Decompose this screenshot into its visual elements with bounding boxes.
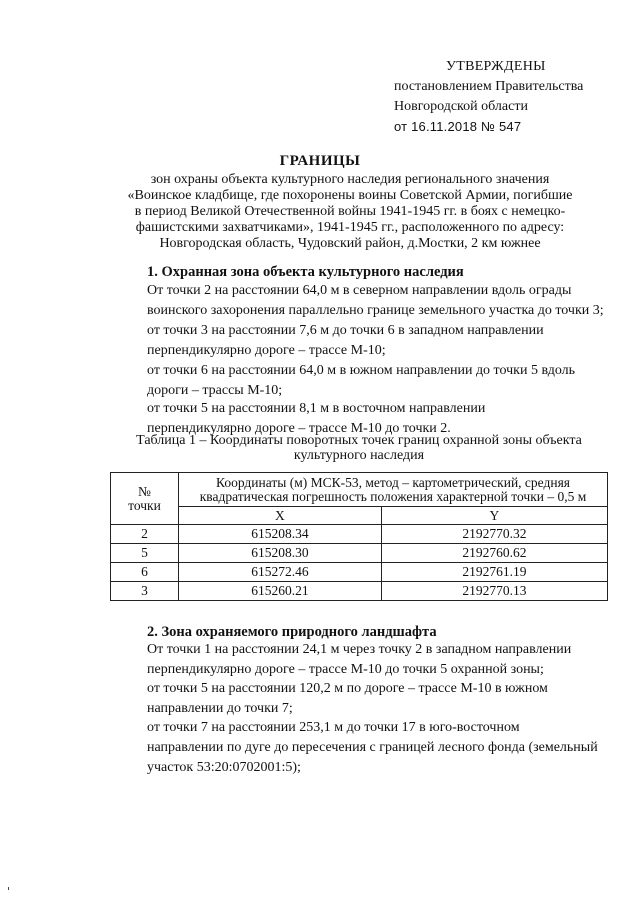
y-cell: 2192760.62 — [381, 544, 607, 563]
coordinates-header — [179, 473, 608, 507]
paragraph-line: воинского захоронения параллельно границе земельного участка до точки 3; — [147, 303, 604, 318]
document-subtitle — [110, 172, 590, 252]
approval-date-line: от 16.11.2018 № 547 — [394, 119, 522, 134]
section-1-heading: 1. Охранная зона объекта культурного наследия — [147, 264, 464, 280]
approval-line-2: Новгородской области — [394, 99, 528, 114]
section-1-paragraph — [112, 321, 606, 361]
section-1-paragraph — [112, 361, 606, 401]
paragraph-line: участок 53:20:0702001:5); — [147, 760, 301, 775]
approval-heading: УТВЕРЖДЕНЫ — [446, 59, 546, 74]
section-1-paragraph — [112, 281, 606, 321]
table-row — [111, 544, 608, 563]
x-column-header: X — [179, 507, 382, 525]
paragraph-line: От точки 1 на расстоянии 24,1 м через точку 2 в западном направлении — [147, 642, 572, 657]
paragraph-line: направлении до точки 7; — [147, 701, 293, 716]
scan-speck — [8, 887, 9, 890]
approval-stamp — [394, 57, 583, 137]
paragraph-line: от точки 5 на расстоянии 8,1 м в восточном направлении — [147, 401, 486, 416]
y-cell: 2192770.13 — [381, 582, 607, 601]
subtitle-line: фашистскими захватчиками», 1941-1945 гг., расположенного по адресу: — [135, 220, 565, 235]
document-title: ГРАНИЦЫ — [279, 153, 361, 169]
table-1-caption — [112, 433, 606, 463]
paragraph-line: от точки 3 на расстоянии 7,6 м до точки 6 в западном направлении — [147, 323, 544, 338]
y-column-header: Y — [381, 507, 607, 525]
point-cell: 6 — [111, 563, 179, 582]
x-cell: 615260.21 — [179, 582, 382, 601]
approval-line-1: постановлением Правительства — [394, 79, 584, 94]
coordinates-table — [110, 472, 608, 601]
subtitle-line: зон охраны объекта культурного наследия регионального значения — [150, 172, 550, 187]
subtitle-line: «Воинское кладбище, где похоронены воины Советской Армии, погибшие — [127, 188, 573, 203]
paragraph-line: от точки 7 на расстоянии 253,1 м до точки 17 в юго-восточном — [147, 720, 520, 735]
paragraph-line: От точки 2 на расстоянии 64,0 м в северном направлении вдоль ограды — [147, 283, 572, 298]
paragraph-line: от точки 6 на расстоянии 64,0 м в южном направлении до точки 5 вдоль — [147, 363, 576, 378]
point-cell: 2 — [111, 525, 179, 544]
x-cell: 615208.30 — [179, 544, 382, 563]
y-cell: 2192770.32 — [381, 525, 607, 544]
paragraph-line: дороги – трассы М-10; — [147, 383, 283, 398]
section-2-paragraph — [112, 679, 606, 719]
caption-line: культурного наследия — [293, 448, 425, 463]
section-2-heading: 2. Зона охраняемого природного ландшафта — [147, 624, 437, 640]
x-cell: 615208.34 — [179, 525, 382, 544]
subtitle-line: в период Великой Отечественной войны 1941-1945 гг. в боях с немецко- — [134, 204, 566, 219]
section-2-paragraph — [112, 718, 606, 778]
paragraph-line: перпендикулярно дороге – трассе М-10 до точки 2. — [147, 421, 451, 436]
header-line: точки — [128, 497, 161, 513]
table-row — [111, 563, 608, 582]
point-number-header — [111, 473, 179, 525]
table-row — [111, 525, 608, 544]
point-cell: 5 — [111, 544, 179, 563]
header-line: Координаты (м) МСК-53, метод – картометрический, средняя — [215, 475, 570, 490]
subtitle-line: Новгородская область, Чудовский район, д.Мостки, 2 км южнее — [159, 236, 541, 251]
paragraph-line: от точки 5 на расстоянии 120,2 м по дороге – трассе М-10 в южном — [147, 681, 548, 696]
paragraph-line: перпендикулярно дороге – трассе М-10 до точки 5 охранной зоны; — [147, 662, 544, 677]
header-line: квадратическая погрешность положения характерной точки – 0,5 м — [199, 489, 587, 504]
caption-line: Таблица 1 – Координаты поворотных точек границ охранной зоны объекта — [136, 433, 582, 448]
point-cell: 3 — [111, 582, 179, 601]
axis-header-row — [111, 507, 608, 525]
x-cell: 615272.46 — [179, 563, 382, 582]
header-line: № — [138, 483, 151, 499]
table-header-row — [111, 473, 608, 507]
section-2-paragraph — [112, 640, 606, 680]
y-cell: 2192761.19 — [381, 563, 607, 582]
paragraph-line: перпендикулярно дороге – трассе М-10; — [147, 343, 386, 358]
paragraph-line: направлении по дуге до пересечения с границей лесного фонда (земельный — [147, 740, 598, 755]
table-row — [111, 582, 608, 601]
